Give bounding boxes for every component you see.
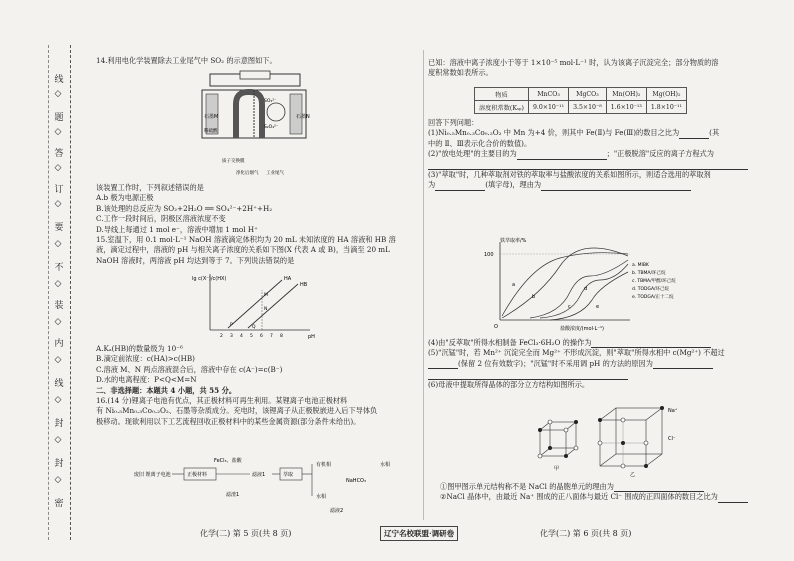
center-footer-badge: 辽宁名校联盟·调研卷: [380, 526, 458, 541]
q2-line: [428, 149, 778, 159]
diamond-icon: ◇: [54, 355, 62, 365]
diamond-icon: ◇: [54, 435, 62, 445]
q6-title: (6)母液中提取所得晶体的部分立方结构如图所示。: [428, 379, 590, 389]
answer-blank: [435, 182, 485, 191]
legend-entry: c. TBMA/甲醇/环己烷: [632, 279, 676, 284]
curve-c: [530, 260, 628, 318]
left-page-footer: 化学(二) 第 5 页(共 8 页): [200, 529, 292, 538]
answer-blank: [428, 371, 628, 380]
electrode-m-label: 石墨M: [204, 114, 219, 120]
q1-line: [428, 128, 778, 138]
cube-b-label: 乙: [630, 472, 636, 478]
cube-a-label: 甲: [554, 466, 560, 472]
process-flowchart: [130, 456, 410, 518]
q15-option: A.Kₐ(HB)的数量级为 10⁻⁶: [96, 344, 183, 353]
chart-origin: O: [494, 324, 498, 330]
series-ha-line: [228, 280, 282, 328]
flow-filtrate2: 滤液2: [330, 508, 344, 514]
left-column: [96, 56, 416, 66]
series-hb-label: HB: [300, 282, 308, 288]
ion-label: SO₃²⁻: [264, 99, 277, 104]
q2-text: (2)"放电处理"的主要目的为: [428, 149, 517, 159]
membrane-label: 质子交换膜: [222, 159, 245, 164]
q3-text2: (填字母)，理由为: [485, 180, 542, 190]
binding-char: 要: [54, 223, 64, 233]
q5-line2: [428, 359, 778, 369]
electrode-n-label: 石墨N: [296, 114, 310, 120]
q1-line2: 中的 Ⅱ、Ⅲ表示化合价的数值)。: [428, 138, 532, 148]
point-label: Q: [252, 325, 256, 330]
answer-blank: [679, 130, 709, 139]
q6-line: [440, 492, 780, 502]
chart-xlabel: 盐酸浓度/(mol·L⁻¹): [560, 326, 604, 332]
answer-blank: [591, 339, 711, 348]
q6-text: ①图甲图示单元结构称不是 NaCl 的晶胞单元的理由为: [440, 482, 614, 491]
flow-box-extract: 萃取: [283, 472, 294, 478]
q6-line: [440, 482, 780, 492]
table-header: 物质: [475, 88, 529, 101]
legend-entry: e. TODGA/正十二烷: [632, 295, 674, 300]
point-label: M: [264, 293, 268, 298]
diamond-icon: ◇: [54, 475, 62, 485]
answer-blank: [614, 483, 704, 492]
q14-option: B.该处理的总反应为 SO₂+2H₂O ══ SO₄²⁻+2H⁺+H₂: [96, 203, 273, 213]
q15-option: C.溶液 M、N 两点溶液混合后，溶液中存在 c(A⁻)=c(B⁻): [96, 364, 283, 374]
q15-line: 15.室温下，用 0.1 mol·L⁻¹ NaOH 溶液滴定体积均为 20 mL 未知浓度的 HA 溶液和 HB 溶: [96, 235, 396, 245]
right-page-footer: 化学(二) 第 6 页(共 8 页): [540, 529, 632, 538]
q6-text: ②NaCl 晶体中，由最近 Na⁺ 围成的正八面体与最近 Cl⁻ 围成的正四面体的数目之比为: [440, 492, 718, 502]
legend-entry: b. TBMA/环己烷: [632, 271, 666, 276]
binding-char: 封: [54, 419, 64, 429]
binding-char: 内: [54, 339, 64, 349]
diamond-icon: ◇: [54, 395, 62, 405]
legend-entry: d. TODGA/环己烷: [632, 287, 670, 292]
q5-blank-line: [428, 369, 778, 379]
answer-blank: [541, 182, 691, 191]
flow-aqueous: 水相: [316, 494, 327, 500]
chart-ylabel: lg c(X⁻)/c(HX): [192, 276, 227, 282]
series-hb-line: [248, 284, 298, 328]
diamond-icon: ◇: [54, 163, 62, 173]
q1-tail: (其: [709, 128, 720, 138]
q5-line: [428, 348, 778, 358]
q2-text2: ；"正极脱溶"反应的离子方程式为: [606, 149, 714, 159]
q4-line: [428, 338, 778, 348]
tail-gas-label: 工业尾气: [266, 171, 284, 176]
binding-char: 不: [54, 263, 64, 273]
q14-option: D.导线上每通过 1 mol e⁻，溶液中增加 1 mol H⁺: [96, 224, 258, 234]
binding-char: 封: [54, 459, 64, 469]
tick-label: 4: [240, 334, 243, 339]
binding-char: 装: [54, 301, 64, 311]
curve-a: [502, 253, 628, 316]
table-cell: 1.8×10⁻¹¹: [646, 101, 686, 114]
cube-b: [598, 406, 664, 468]
answer-blank: [718, 494, 748, 503]
answer-blank: [428, 161, 748, 170]
binding-char: 线: [54, 379, 64, 389]
q16-line: 有 Ni₀.₅Mn₀.₃Co₀.₂O₂、石墨等杂质成分。充电时，该锂离子从正极脱嵌进入后下导体负: [96, 406, 378, 416]
answer-blank: [517, 151, 607, 160]
binding-char: 密: [54, 499, 64, 509]
q14-title: 14.利用电化学装置除去工业尾气中 SO₂ 的示意图如下。: [96, 56, 277, 65]
tick-label: 3: [230, 334, 233, 339]
binding-char: 答: [54, 149, 64, 159]
titration-chart: [190, 270, 320, 342]
table-header: MnCO₃: [528, 88, 568, 101]
flow-reagent-label: FeCl₃、盐酸: [214, 458, 242, 464]
intro-line: 度积常数如表所示。: [428, 68, 493, 78]
chart-xlabel: pH: [308, 334, 315, 340]
chart-y100: 100: [484, 252, 494, 258]
diamond-icon: ◇: [54, 279, 62, 289]
q5-text2: (保留 2 位有效数字)；"沉锰"时不采用调 pH 的方法的原因为: [458, 358, 653, 368]
table-row: [475, 101, 687, 114]
cl-label: Cl⁻: [668, 436, 676, 442]
q14-option: C.工作一段时间后，阴极区溶液浓度不变: [96, 214, 226, 224]
binding-char: 订: [54, 185, 64, 195]
table-row: [475, 88, 687, 101]
tick-label: 2: [220, 334, 223, 339]
q1-text: (1)Ni₀.₅Mn₀.₃Co₀.₂O₂ 中 Mn 为+4 价，则其中 Fe(Ⅱ)与 Fe(Ⅲ)的数目之比为: [428, 128, 680, 138]
ksp-table: [474, 87, 687, 114]
flow-box-cathode: 正极材料: [187, 472, 208, 478]
q16-line: 极移动。现欲利用以下工艺流程回收正极材料中的某些金属资源(部分条件未给出)。: [96, 416, 361, 426]
q4-text: (4)由"反萃取"所得水相制备 FeCl₃·6H₂O 的操作为: [428, 338, 592, 347]
table-header: Mg(OH)₂: [646, 88, 686, 101]
q14-option: A.b 极为电源正极: [96, 193, 154, 203]
q16-line: 16.(14 分)锂离子电池有优点，其正极材料可再生利用。某锂离子电池正极材料: [96, 396, 348, 406]
table-cell: 9.0×10⁻¹¹: [528, 101, 568, 114]
flow-start-label: 废旧 锂离子电池: [134, 472, 171, 478]
tick-label: 8: [280, 334, 283, 339]
diamond-icon: ◇: [54, 199, 62, 209]
series-ha-label: HA: [284, 276, 292, 282]
intro-line: 已知：溶液中离子浓度小于等于 1×10⁻⁵ mol·L⁻¹ 时，认为该离子沉淀完全；部分物质的溶: [428, 58, 719, 67]
binding-char: 题: [54, 113, 64, 123]
flow-residue1: 滤渣1: [226, 492, 240, 498]
right-intro: [428, 58, 778, 79]
diamond-icon: ◇: [54, 239, 62, 249]
q15-line: 液，滴定过程中，溶液的 pH 与相关离子浓度的关系如下图(X 代表 A 或 B)，当滴至 20 mL: [96, 245, 390, 255]
q3-line: (3)"萃取"时，几种萃取剂对铁的萃取率与盐酸浓度的关系如图所示，则适合选用的萃取剂: [428, 170, 711, 180]
chart-ylabel: 铁萃取率/%: [500, 238, 527, 244]
tick-label: 5: [250, 334, 253, 339]
crystal-diagram: [530, 400, 690, 480]
right-questions: [428, 118, 778, 191]
right-questions-2: [428, 338, 778, 390]
clean-gas-label: 净化后烟气: [236, 171, 259, 176]
answer-blank: [653, 360, 713, 369]
q14-line: 该装置工作时，下列叙述错误的是: [96, 183, 204, 192]
table-cell: 1.6×10⁻¹³: [606, 101, 646, 114]
curve-label: d: [584, 286, 588, 292]
diamond-icon: ◇: [54, 89, 62, 99]
curve-label: c: [568, 304, 571, 310]
tick-label: 6: [260, 334, 263, 339]
diamond-icon: ◇: [54, 127, 62, 137]
point-label: P: [230, 323, 233, 328]
binding-line-inner: [70, 45, 71, 540]
curve-label: b: [532, 294, 536, 300]
q6-subquestions: [440, 482, 780, 503]
table-cell: 溶度积常数(Kₛₚ): [475, 101, 529, 114]
cube-a: [538, 420, 578, 458]
answer-blank: [428, 360, 458, 369]
flow-filtrate1: 滤液1: [252, 472, 266, 478]
q2-blank-line: [428, 160, 778, 170]
q14-options: [96, 183, 416, 266]
column-divider: [423, 50, 424, 520]
part2-title: 二、非选择题：本题共 4 小题，共 55 分。: [96, 385, 237, 395]
tick-label: 7: [270, 334, 273, 339]
electrolysis-diagram: [196, 70, 316, 180]
diamond-icon: ◇: [54, 317, 62, 327]
na-label: Na⁺: [668, 408, 678, 414]
table-header: MgCO₃: [569, 88, 607, 101]
answer-title: 回答下列问题：: [428, 118, 479, 127]
q3-text: 为: [428, 180, 436, 190]
dithionite-label: S₂O₄²⁻: [264, 125, 279, 130]
binding-line-outer: [48, 45, 49, 540]
q15-line: NaOH 溶液时，两溶液 pH 均达到等于 7。下列说法错误的是: [96, 255, 295, 265]
extraction-chart: [470, 236, 710, 334]
q15-options: [96, 344, 416, 427]
q5-text: (5)"沉锰"时，若 Mn²⁺ 沉淀完全而 Mg²⁺ 不形成沉淀，则"萃取"所得水相中 c(Mg²⁺) 不超过: [428, 348, 725, 358]
binding-char: 线: [54, 75, 64, 85]
table-header: Mn(OH)₂: [606, 88, 646, 101]
q3-line2: [428, 180, 778, 190]
q15-option: B.滴定前浓度：c(HA)>c(HB): [96, 354, 195, 364]
curve-label: a: [512, 282, 516, 288]
table-cell: 3.5×10⁻⁸: [569, 101, 607, 114]
legend-entry: a. MIBK: [632, 263, 649, 268]
flow-nahco3: NaHCO₃: [346, 478, 366, 484]
curve-label: e: [596, 304, 600, 310]
flow-organic: 有机相: [316, 462, 332, 468]
sulfuric-acid-label: 稀硫酸: [204, 129, 218, 134]
point-label: N: [264, 307, 268, 312]
q15-option: D.水的电离程度：P<Q<M=N: [96, 375, 197, 385]
flow-aqueous2: 水相: [380, 462, 391, 468]
